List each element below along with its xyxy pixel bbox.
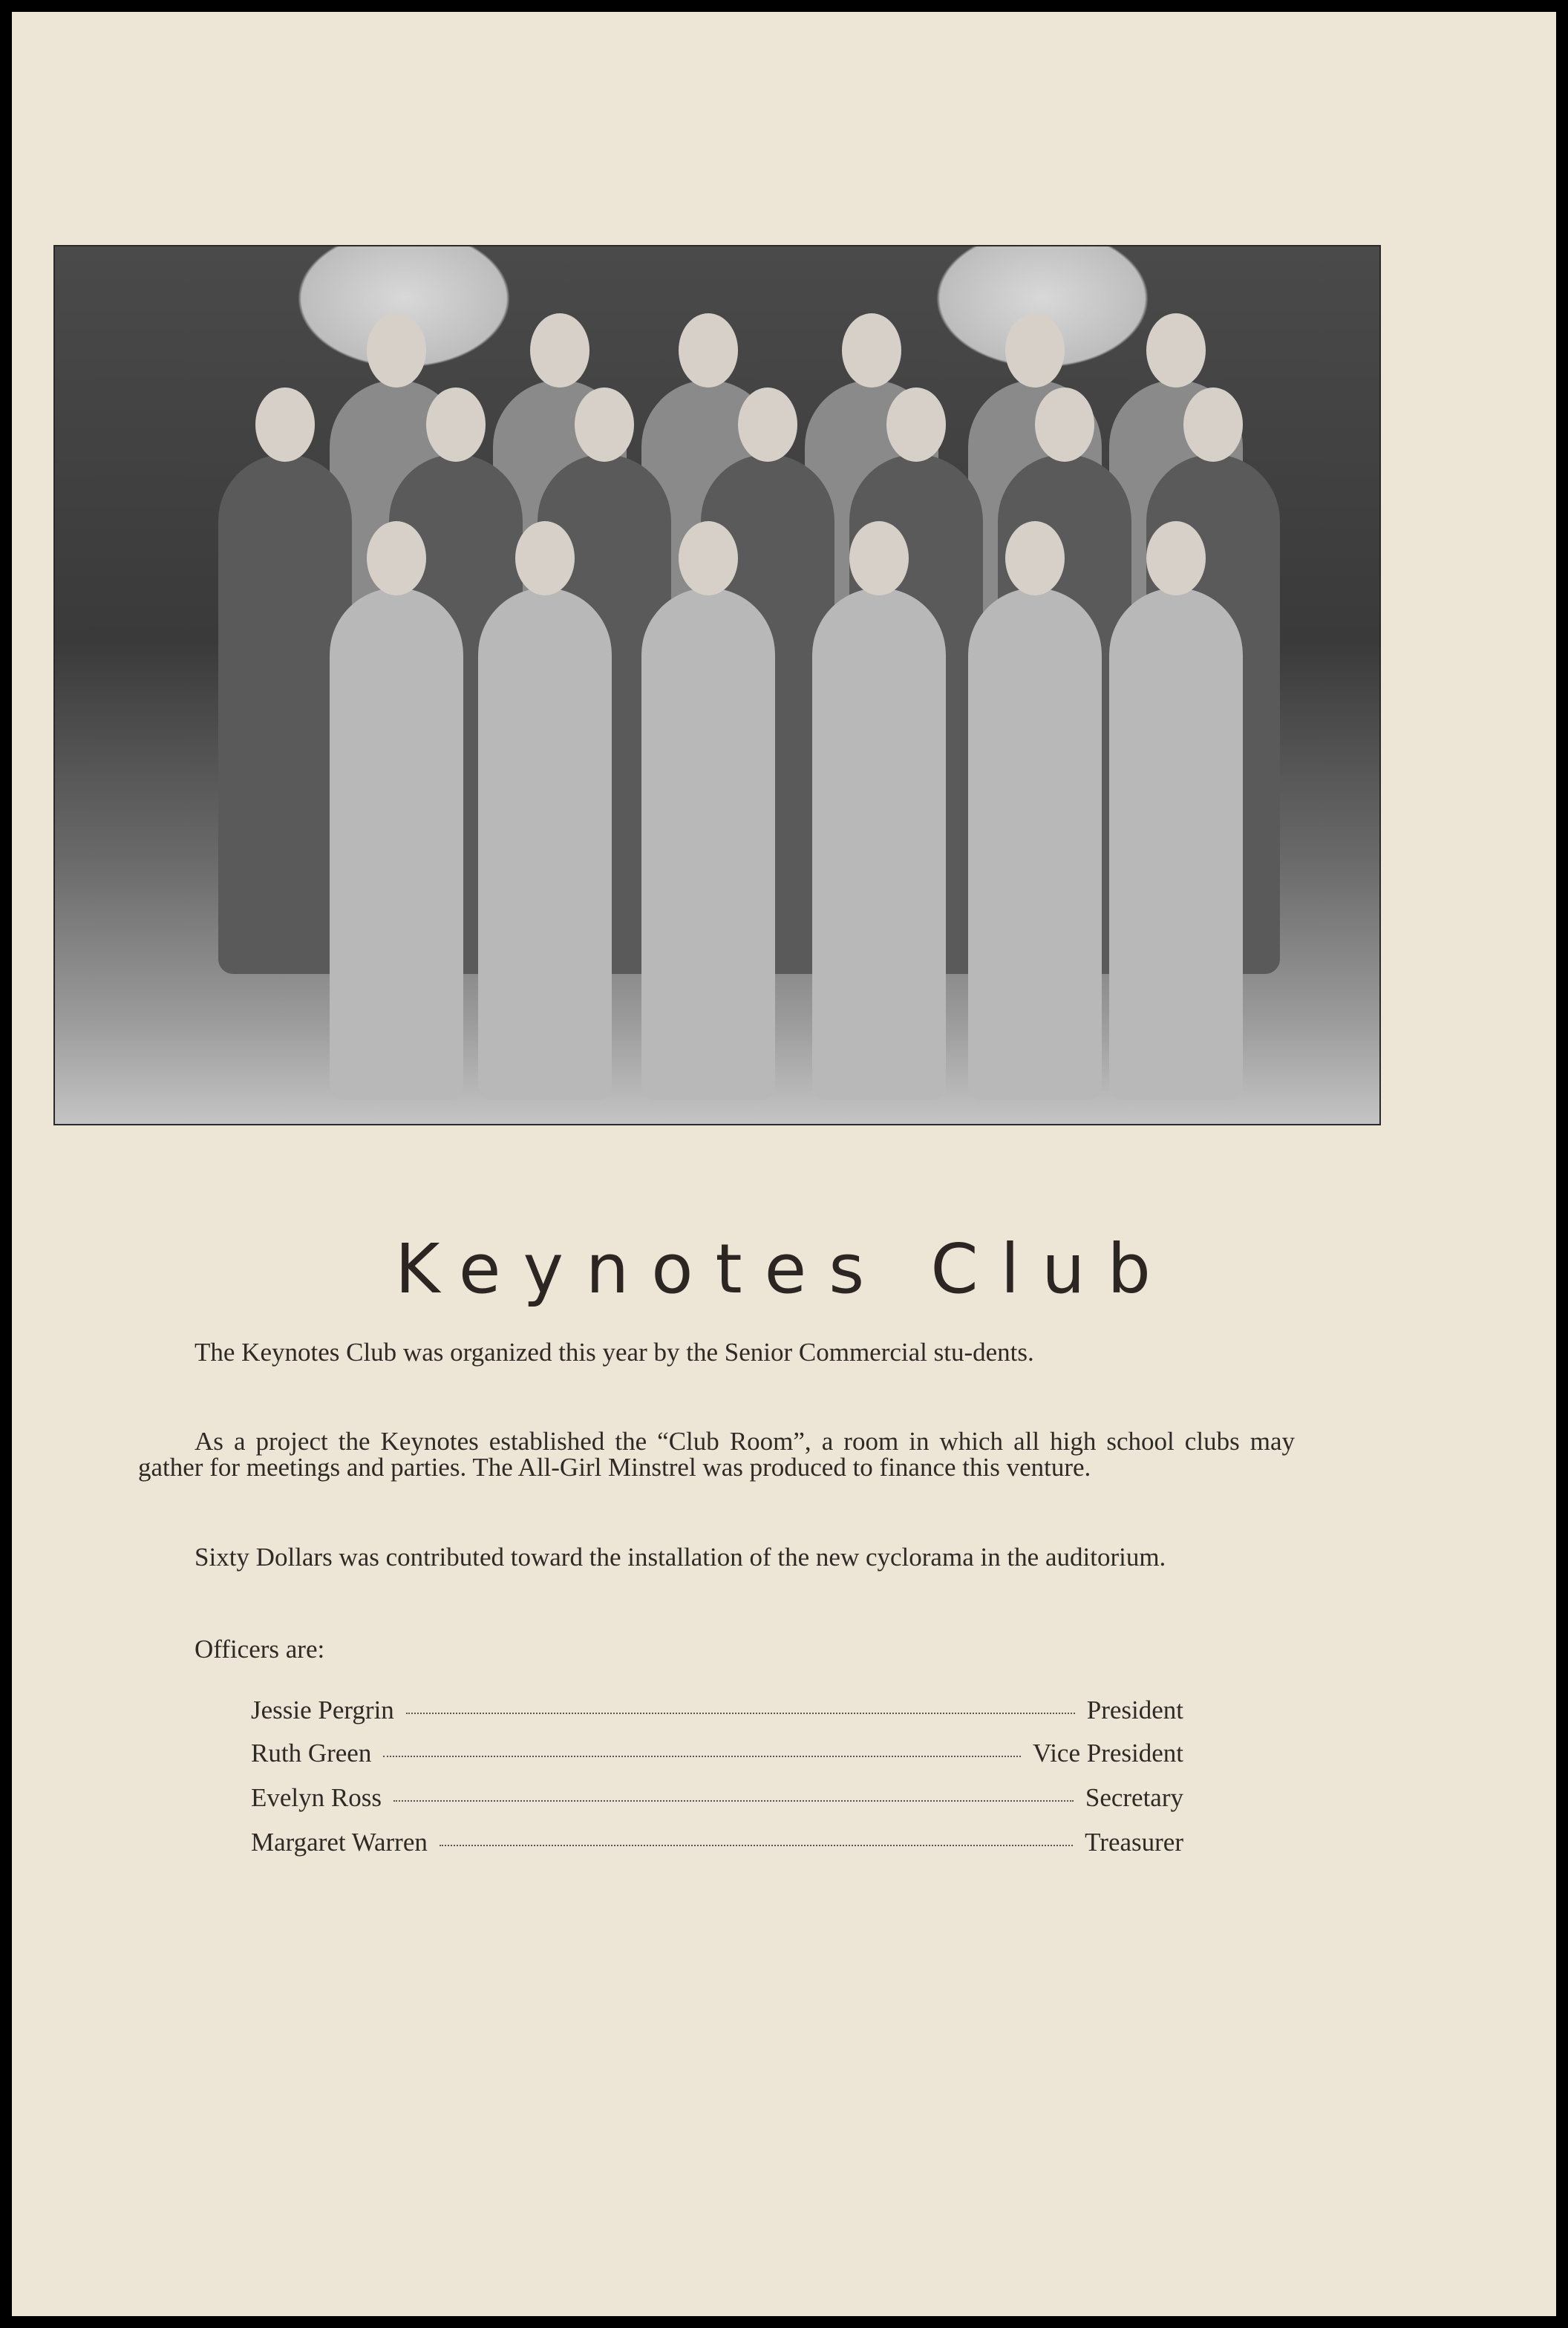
- officer-name: Ruth Green: [251, 1739, 372, 1768]
- person-silhouette: [968, 588, 1102, 1100]
- person-head: [1005, 521, 1065, 595]
- person-silhouette: [1109, 588, 1243, 1100]
- person-head: [738, 388, 797, 462]
- dot-leader: [383, 1756, 1021, 1757]
- paragraph-3: Sixty Dollars was contributed toward the installation of the new cyclorama in the auditorium.: [195, 1543, 1166, 1572]
- person-silhouette: [812, 588, 946, 1100]
- officer-row: [251, 1783, 1183, 1813]
- paragraph-2: As a project the Keynotes established the “Club Room”, a room in which all high school clubs may gather for meetings and parties. The All-Girl Minstrel was produced to finance this venture.: [138, 1427, 1295, 1482]
- person-silhouette: [330, 588, 463, 1100]
- person-head: [255, 388, 315, 462]
- person-head: [886, 388, 946, 462]
- officer-role: Secretary: [1085, 1783, 1183, 1812]
- person-head: [1035, 388, 1094, 462]
- person-silhouette: [478, 588, 612, 1100]
- dot-leader: [440, 1845, 1073, 1846]
- person-head: [1005, 313, 1065, 388]
- officer-name: Jessie Pergrin: [251, 1696, 394, 1724]
- officer-role: Vice President: [1033, 1739, 1183, 1768]
- person-head: [1146, 521, 1206, 595]
- person-head: [575, 388, 634, 462]
- officer-role: Treasurer: [1085, 1828, 1183, 1857]
- yearbook-page: [12, 12, 1556, 2316]
- page-title: Keynotes Club: [395, 1229, 1173, 1309]
- person-head: [530, 313, 589, 388]
- dot-leader: [393, 1800, 1074, 1802]
- dot-leader: [406, 1713, 1075, 1714]
- paragraph-1: The Keynotes Club was organized this year by the Senior Commercial stu-dents.: [195, 1338, 1034, 1367]
- person-head: [1146, 313, 1206, 388]
- person-head: [849, 521, 909, 595]
- person-head: [367, 313, 426, 388]
- group-photo: [53, 245, 1381, 1125]
- person-head: [842, 313, 901, 388]
- person-head: [679, 521, 738, 595]
- person-silhouette: [641, 588, 775, 1100]
- officer-role: President: [1086, 1696, 1183, 1724]
- person-head: [426, 388, 486, 462]
- officer-row: [251, 1828, 1183, 1857]
- person-head: [1183, 388, 1243, 462]
- person-head: [679, 313, 738, 388]
- officer-name: Margaret Warren: [251, 1828, 428, 1857]
- officer-row: [251, 1739, 1183, 1768]
- officers-label: Officers are:: [195, 1635, 325, 1664]
- officer-name: Evelyn Ross: [251, 1783, 382, 1812]
- person-head: [515, 521, 575, 595]
- person-head: [367, 521, 426, 595]
- officer-row: [251, 1696, 1183, 1725]
